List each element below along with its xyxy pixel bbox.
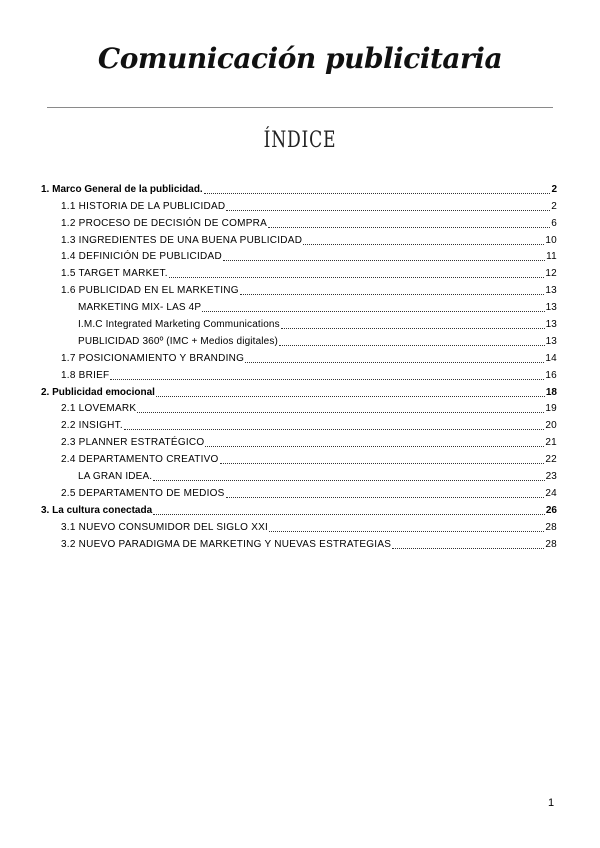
toc-entry-page: 22 bbox=[545, 454, 557, 466]
toc-entry[interactable] bbox=[41, 314, 557, 331]
toc-dot-leader bbox=[153, 504, 545, 515]
toc-entry-label: 2.4 DEPARTAMENTO CREATIVO bbox=[61, 454, 219, 466]
toc-entry[interactable] bbox=[41, 348, 557, 365]
toc-entry-page: 2 bbox=[551, 200, 557, 212]
toc-entry[interactable] bbox=[41, 415, 557, 432]
toc-dot-leader bbox=[137, 402, 544, 413]
toc-dot-leader bbox=[156, 386, 545, 397]
toc-entry-page: 10 bbox=[545, 234, 557, 246]
toc-entry-label: I.M.C Integrated Marketing Communications bbox=[78, 319, 280, 331]
toc-entry[interactable] bbox=[41, 517, 557, 534]
toc-entry[interactable] bbox=[41, 196, 557, 213]
toc-entry[interactable] bbox=[41, 230, 557, 247]
toc-entry[interactable] bbox=[41, 247, 557, 264]
toc-entry-page: 21 bbox=[545, 437, 557, 449]
toc-dot-leader bbox=[392, 538, 544, 549]
document-title: Comunicación publicitaria bbox=[97, 42, 503, 75]
toc-dot-leader bbox=[281, 318, 545, 329]
toc-dot-leader bbox=[226, 487, 545, 498]
toc-heading: ÍNDICE bbox=[263, 128, 337, 153]
toc-dot-leader bbox=[245, 352, 544, 363]
toc-entry[interactable] bbox=[41, 534, 557, 551]
toc-dot-leader bbox=[202, 301, 544, 312]
toc-entry-page: 19 bbox=[545, 403, 557, 415]
toc-entry[interactable] bbox=[41, 365, 557, 382]
toc-entry-page: 13 bbox=[545, 319, 557, 331]
toc-entry-page: 28 bbox=[545, 521, 557, 533]
toc-entry-label: 1.7 POSICIONAMIENTO Y BRANDING bbox=[61, 352, 245, 364]
toc-entry-page: 6 bbox=[551, 217, 557, 229]
toc-entry-page: 11 bbox=[546, 251, 557, 263]
toc-dot-leader bbox=[205, 436, 544, 447]
toc-entry[interactable] bbox=[41, 432, 557, 449]
toc-entry-label: 1.4 DEFINICIÓN DE PUBLICIDAD bbox=[61, 251, 222, 263]
toc-dot-leader bbox=[279, 335, 545, 346]
toc-entry-page: 13 bbox=[545, 335, 557, 347]
toc-entry-label: 1.5 TARGET MARKET. bbox=[61, 268, 168, 280]
toc-entry-page: 24 bbox=[545, 487, 557, 499]
toc-dot-leader bbox=[269, 521, 544, 532]
toc-dot-leader bbox=[220, 453, 545, 464]
toc-entry-page: 13 bbox=[545, 302, 557, 314]
toc-section-entry[interactable] bbox=[41, 382, 557, 399]
toc-entry-label: 3.1 NUEVO CONSUMIDOR DEL SIGLO XXI bbox=[61, 521, 269, 533]
toc-entry[interactable] bbox=[41, 297, 557, 314]
toc-entry-page: 28 bbox=[545, 538, 557, 550]
toc-entry-label: PUBLICIDAD 360º (IMC + Medios digitales) bbox=[78, 335, 278, 347]
toc-entry-label: MARKETING MIX- LAS 4P bbox=[78, 302, 202, 314]
page-number: 1 bbox=[548, 797, 555, 809]
toc-entry-label: 3. La cultura conectada bbox=[41, 504, 153, 516]
toc-entry-label: 2.3 PLANNER ESTRATÉGICO bbox=[61, 437, 205, 449]
toc-entry-page: 2 bbox=[551, 183, 557, 195]
toc-section-entry[interactable] bbox=[41, 179, 557, 196]
toc-entry-label: 1.1 HISTORIA DE LA PUBLICIDAD bbox=[61, 200, 226, 212]
toc-dot-leader bbox=[303, 234, 544, 245]
toc-entry-label: 2.1 LOVEMARK bbox=[61, 403, 137, 415]
toc-dot-leader bbox=[169, 267, 545, 278]
toc-dot-leader bbox=[240, 284, 545, 295]
toc-entry-label: 1.3 INGREDIENTES DE UNA BUENA PUBLICIDAD bbox=[61, 234, 303, 246]
toc-dot-leader bbox=[110, 369, 544, 380]
toc-entry[interactable] bbox=[41, 399, 557, 416]
toc-dot-leader bbox=[204, 183, 551, 194]
title-divider bbox=[47, 107, 553, 108]
toc-dot-leader bbox=[124, 419, 544, 430]
toc-entry-label: 3.2 NUEVO PARADIGMA DE MARKETING Y NUEVAS ESTRATEGIAS bbox=[61, 538, 392, 550]
toc-entry-label: 1.6 PUBLICIDAD EN EL MARKETING bbox=[61, 285, 239, 297]
toc-entry-label: 1. Marco General de la publicidad. bbox=[41, 183, 203, 195]
toc-entry[interactable] bbox=[41, 466, 557, 483]
toc-dot-leader bbox=[268, 217, 550, 228]
toc-entry-page: 18 bbox=[545, 386, 557, 398]
toc-entry[interactable] bbox=[41, 331, 557, 348]
toc-entry[interactable] bbox=[41, 280, 557, 297]
toc-entry-label: 1.2 PROCESO DE DECISIÓN DE COMPRA bbox=[61, 217, 268, 229]
toc-entry-label: 2. Publicidad emocional bbox=[41, 386, 155, 398]
toc-entry[interactable] bbox=[41, 213, 557, 230]
toc-entry-page: 20 bbox=[545, 420, 557, 432]
toc-entry-label: 2.2 INSIGHT. bbox=[61, 420, 123, 432]
toc-entry-page: 26 bbox=[545, 504, 557, 516]
toc-entry-page: 23 bbox=[545, 471, 557, 483]
toc-entry[interactable] bbox=[41, 483, 557, 500]
toc-entry-page: 12 bbox=[545, 268, 557, 280]
toc-entry[interactable] bbox=[41, 449, 557, 466]
toc-section-entry[interactable] bbox=[41, 500, 557, 517]
table-of-contents bbox=[41, 179, 557, 551]
toc-entry-label: 2.5 DEPARTAMENTO DE MEDIOS bbox=[61, 487, 225, 499]
toc-dot-leader bbox=[226, 200, 550, 211]
toc-dot-leader bbox=[223, 250, 545, 261]
toc-entry-page: 16 bbox=[545, 369, 557, 381]
toc-dot-leader bbox=[153, 470, 544, 481]
toc-entry-page: 14 bbox=[545, 352, 557, 364]
toc-entry-label: 1.8 BRIEF bbox=[61, 369, 110, 381]
toc-entry-label: LA GRAN IDEA. bbox=[78, 471, 153, 483]
toc-entry[interactable] bbox=[41, 263, 557, 280]
toc-entry-page: 13 bbox=[545, 285, 557, 297]
